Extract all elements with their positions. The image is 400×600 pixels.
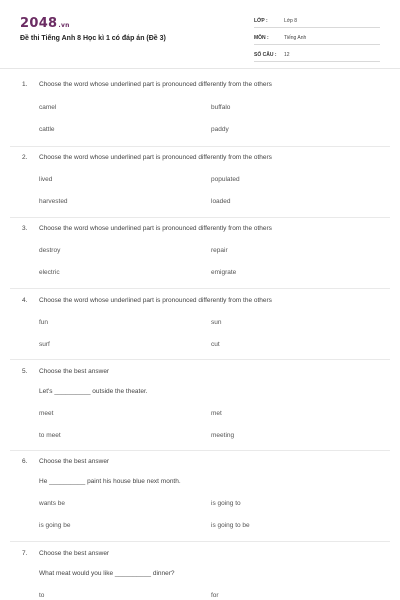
logo-main: 2048 [20, 16, 58, 31]
option-c[interactable]: surf [39, 341, 50, 348]
question-divider [10, 450, 390, 451]
option-d[interactable]: paddy [211, 126, 229, 133]
question-number: 6. [22, 458, 28, 465]
question-text: Choose the word whose underlined part is pronounced differently from the others [39, 225, 272, 232]
meta-class-label: LỚP : [254, 18, 268, 24]
option-d[interactable]: loaded [211, 198, 231, 205]
option-c[interactable]: electric [39, 269, 60, 276]
question-divider [10, 288, 390, 289]
option-c[interactable]: harvested [39, 198, 68, 205]
meta-subject-label: MÔN : [254, 35, 269, 41]
question-divider [10, 146, 390, 147]
option-b[interactable]: for [211, 592, 219, 599]
option-b[interactable]: is going to [211, 500, 241, 507]
question-divider [10, 541, 390, 542]
meta-subject [254, 32, 380, 45]
question-text: Choose the best answer [39, 368, 110, 375]
option-a[interactable]: lived [39, 176, 53, 183]
option-a[interactable]: fun [39, 319, 49, 326]
question-text: Choose the word whose underlined part is pronounced differently from the others [39, 81, 272, 88]
meta-class [254, 15, 380, 28]
question-number: 7. [22, 550, 28, 557]
option-b[interactable]: met [211, 410, 222, 417]
option-c[interactable]: is going be [39, 522, 71, 529]
exam-meta [254, 15, 380, 66]
option-d[interactable]: is going to be [211, 522, 250, 529]
question-sentence: What meat would you like __________ dinner? [39, 570, 175, 577]
option-d[interactable]: cut [211, 341, 220, 348]
question-number: 4. [22, 297, 28, 304]
question-divider [10, 217, 390, 218]
option-b[interactable]: sun [211, 319, 222, 326]
site-logo[interactable] [20, 16, 70, 31]
question-divider [10, 359, 390, 360]
question-number: 1. [22, 81, 28, 88]
meta-count-label: SỐ CÂU : [254, 52, 277, 58]
exam-header [0, 0, 400, 69]
option-a[interactable]: meet [39, 410, 54, 417]
option-d[interactable]: emigrate [211, 269, 237, 276]
logo-suffix: .vn [58, 22, 70, 29]
option-a[interactable]: to [39, 592, 45, 599]
option-b[interactable]: repair [211, 247, 228, 254]
question-text: Choose the word whose underlined part is pronounced differently from the others [39, 154, 272, 161]
meta-subject-value: Tiếng Anh [284, 35, 307, 41]
option-b[interactable]: buffalo [211, 104, 231, 111]
meta-count [254, 49, 380, 62]
meta-class-value: Lớp 8 [284, 18, 298, 24]
question-number: 3. [22, 225, 28, 232]
option-b[interactable]: populated [211, 176, 240, 183]
question-text: Choose the best answer [39, 550, 110, 557]
question-number: 5. [22, 368, 28, 375]
option-c[interactable]: cattle [39, 126, 55, 133]
question-sentence: He __________ paint his house blue next month. [39, 478, 181, 485]
option-a[interactable]: wants be [39, 500, 66, 507]
option-c[interactable]: to meet [39, 432, 61, 439]
option-d[interactable]: meeting [211, 432, 235, 439]
exam-title: Đề thi Tiếng Anh 8 Học kì 1 có đáp án (Đề 3) [20, 35, 166, 42]
meta-count-value: 12 [284, 52, 290, 58]
question-sentence: Let's __________ outside the theater. [39, 388, 148, 395]
question-number: 2. [22, 154, 28, 161]
question-text: Choose the best answer [39, 458, 110, 465]
option-a[interactable]: destroy [39, 247, 61, 254]
question-text: Choose the word whose underlined part is pronounced differently from the others [39, 297, 272, 304]
option-a[interactable]: camel [39, 104, 57, 111]
